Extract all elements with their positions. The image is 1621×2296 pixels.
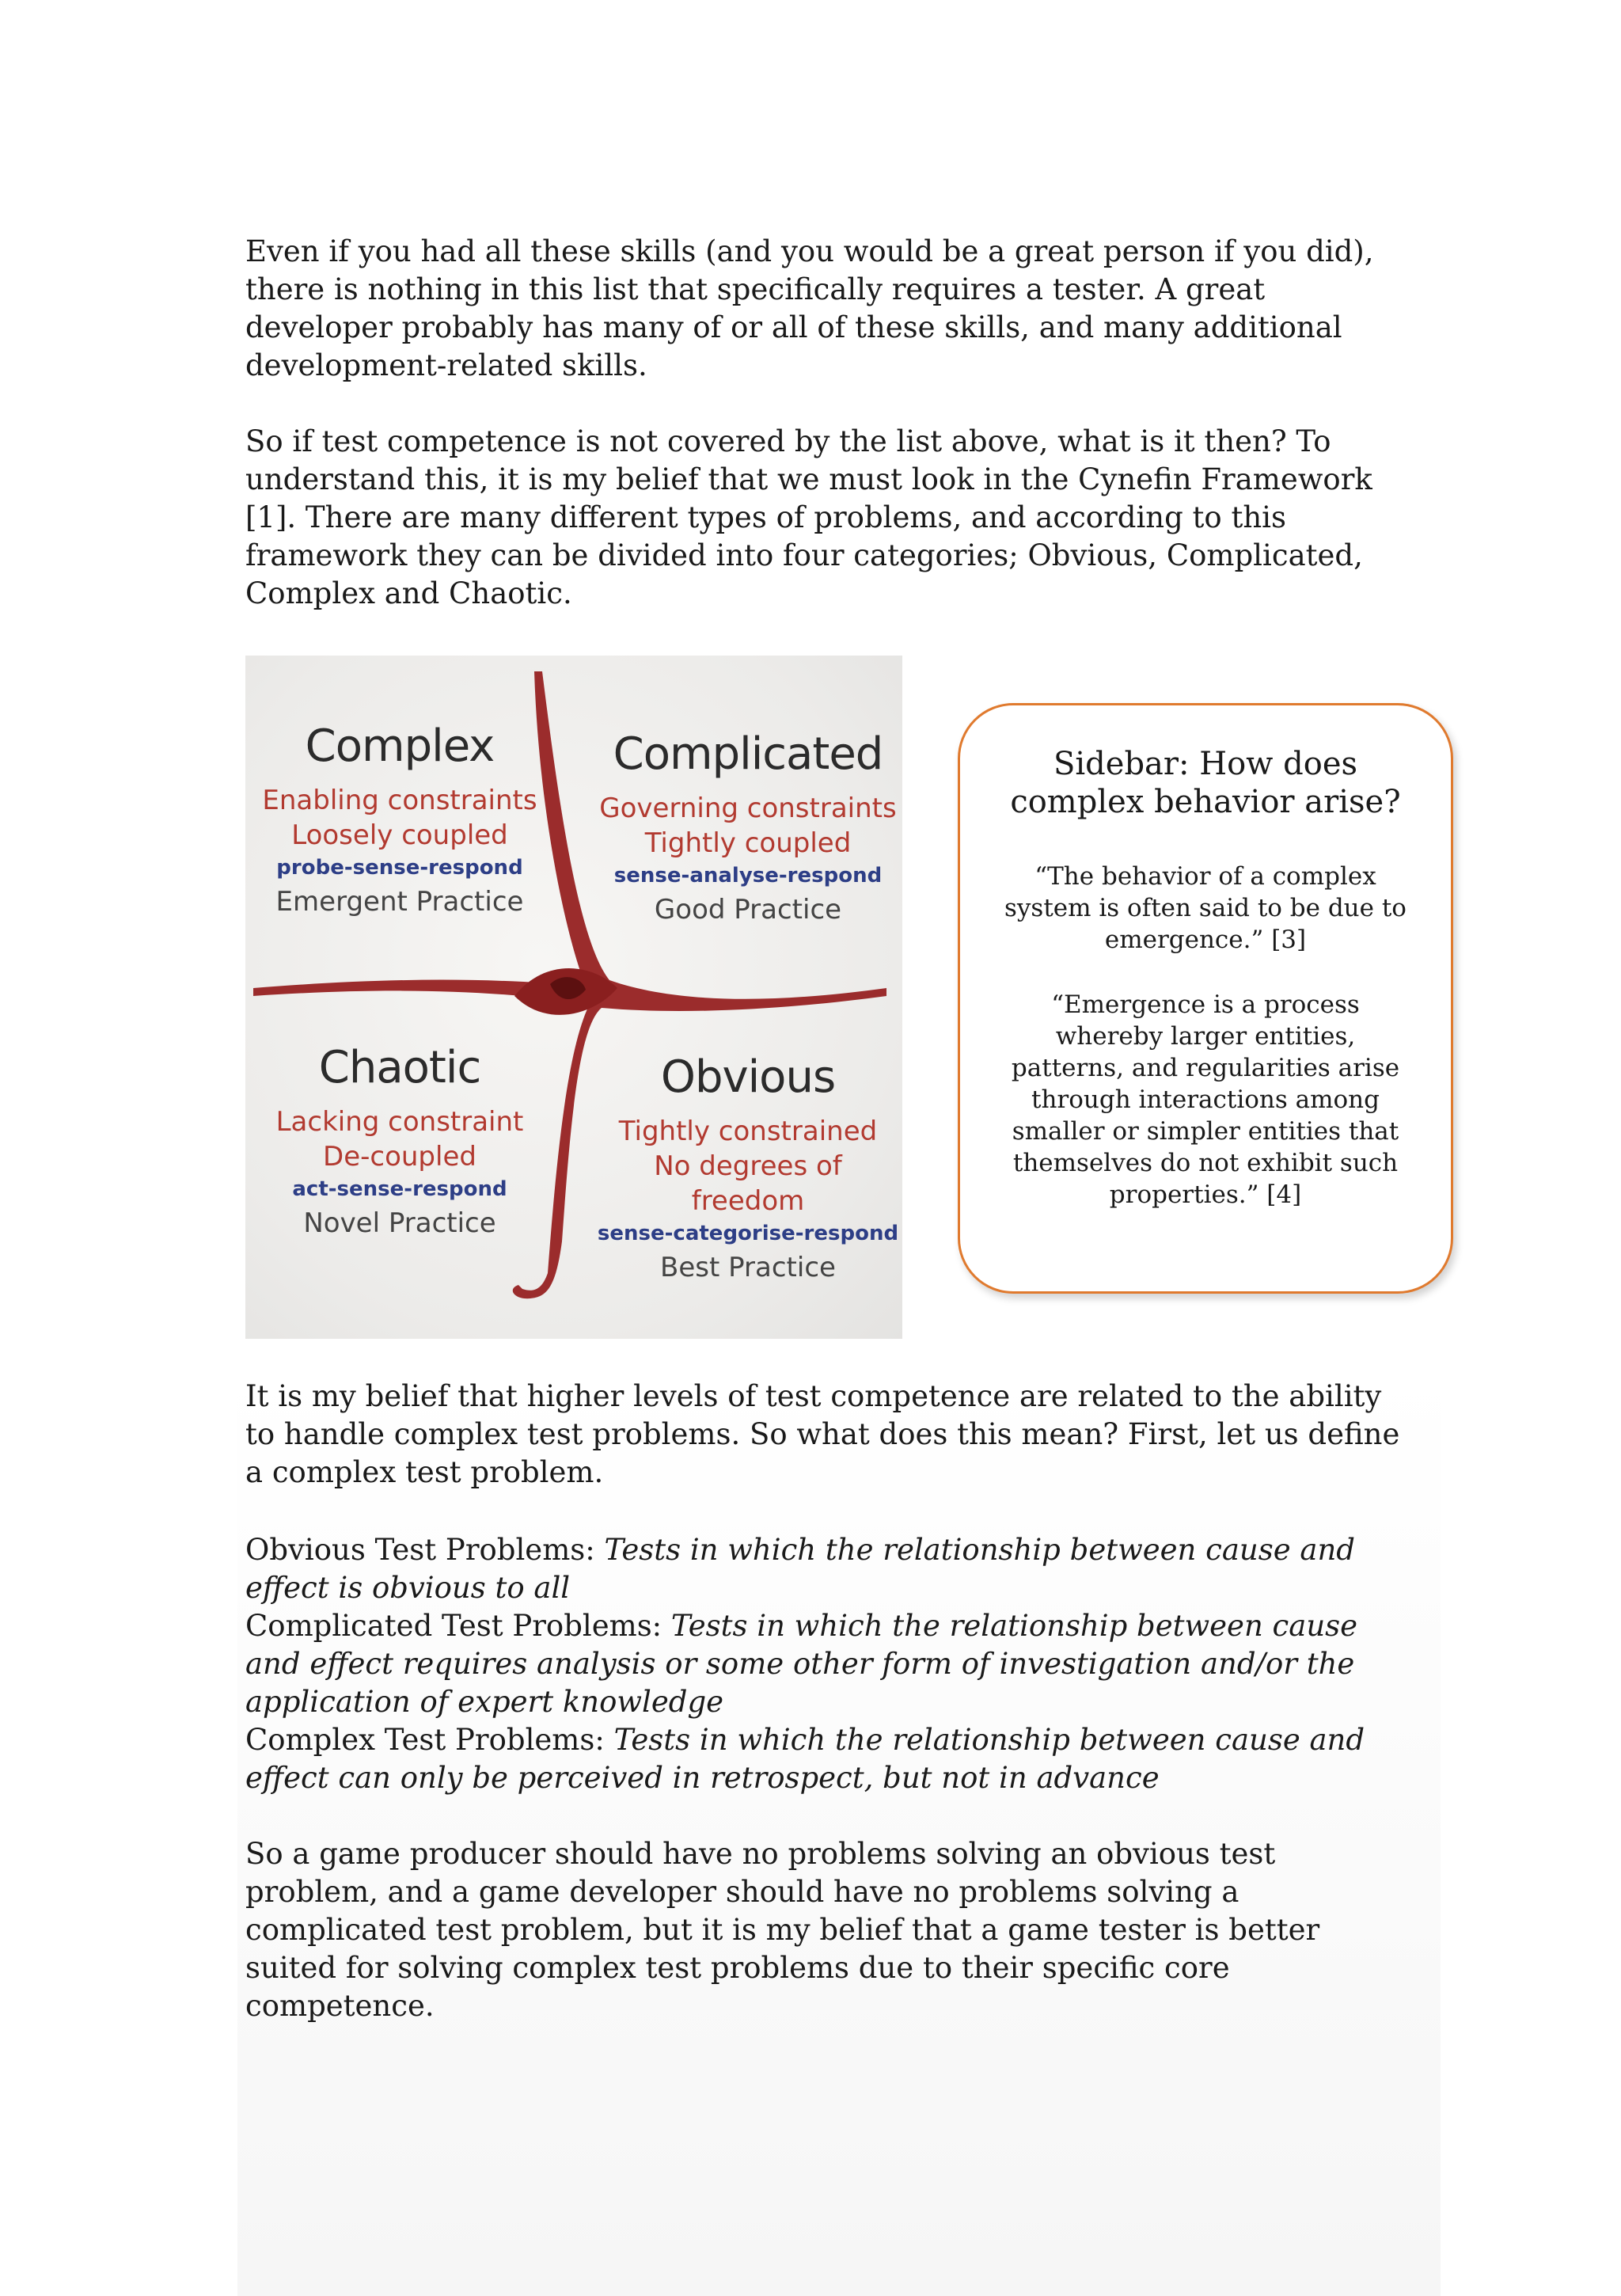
- quadrant-chaotic: [261, 1042, 538, 1242]
- quadrant-approach: sense-analyse-respond: [613, 864, 883, 888]
- quadrant-approach: act-sense-respond: [292, 1177, 507, 1201]
- quadrant-obvious: [594, 1051, 902, 1287]
- quadrant-constraint: Lacking constraint: [275, 1106, 524, 1138]
- quadrant-title: Complicated: [613, 728, 883, 780]
- quadrant-complex: [261, 720, 538, 921]
- definition-complex: [245, 1721, 1409, 1797]
- quadrant-practice: Novel Practice: [303, 1207, 496, 1239]
- quadrant-title: Chaotic: [318, 1042, 481, 1093]
- quadrant-complicated: [594, 728, 902, 929]
- definition-term: Obvious Test Problems:: [245, 1533, 605, 1567]
- sidebar-quote-emergence: “The behavior of a complex system is often said to be due to emergence.” [3]: [1004, 862, 1407, 954]
- definition-term: Complicated Test Problems:: [245, 1609, 671, 1643]
- quadrant-constraint: Tightly constrained: [618, 1116, 878, 1147]
- quadrant-practice: Best Practice: [660, 1252, 836, 1283]
- quadrant-approach: sense-categorise-respond: [597, 1222, 899, 1245]
- quadrant-coupling: Loosely coupled: [291, 819, 508, 851]
- paragraph-cynefin-intro: So if test competence is not covered by the list above, what is it then? To understand this, it is my belief that we must look in the Cynefin Framework [1]. There are many different types of problems, and according to this framework they can be divided into four categories; Obvious, Complicated, Complex and Chaotic.: [245, 424, 1372, 610]
- quadrant-coupling: No degrees of freedom: [654, 1150, 842, 1217]
- quadrant-constraint: Enabling constraints: [262, 785, 537, 816]
- definition-text: Tests in which the relationship between cause and effect can only be perceived in retrospect, but not in advance: [245, 1723, 1365, 1795]
- quadrant-constraint: Governing constraints: [599, 793, 897, 824]
- definition-complicated: [245, 1607, 1409, 1721]
- paragraph-test-competence: It is my belief that higher levels of test competence are related to the ability to handle complex test problems. So what does this mean? First, let us define a complex test problem.: [245, 1379, 1400, 1489]
- definition-text: Tests in which the relationship between cause and effect is obvious to all: [245, 1533, 1355, 1605]
- paragraph-skills: Even if you had all these skills (and you would be a great person if you did), there is nothing in this list that specifically requires a tester. A great developer probably has many of or all of these skills, and many additional development-related skills.: [245, 234, 1374, 382]
- definition-obvious: [245, 1531, 1409, 1607]
- definition-text: Tests in which the relationship between cause and effect requires analysis or some other form of investigation and/or the application of expert knowledge: [245, 1609, 1358, 1719]
- quadrant-coupling: De-coupled: [323, 1141, 476, 1173]
- cynefin-diagram: [245, 656, 902, 1339]
- quadrant-practice: Good Practice: [654, 894, 842, 926]
- quadrant-practice: Emergent Practice: [275, 886, 524, 918]
- definition-term: Complex Test Problems:: [245, 1723, 614, 1757]
- quadrant-approach: probe-sense-respond: [276, 856, 523, 880]
- paragraph-conclusion: So a game producer should have no problems solving an obvious test problem, and a game developer should have no problems solving a complicated test problem, but it is my belief that a game tester is better suited for solving complex test problems due to their specific core competence.: [245, 1837, 1320, 2023]
- definitions-list: [245, 1531, 1409, 1797]
- sidebar-quote-definition: “Emergence is a process whereby larger entities, patterns, and regularities arise through interactions among smaller or simpler entities that themselves do not exhibit such properties.” [4]: [1011, 990, 1400, 1209]
- quadrant-title: Obvious: [660, 1051, 836, 1103]
- page-shade: [237, 1370, 1441, 2296]
- quadrant-coupling: Tightly coupled: [644, 827, 852, 859]
- sidebar-box: [958, 703, 1453, 1294]
- quadrant-title: Complex: [305, 720, 495, 772]
- sidebar-title: Sidebar: How does complex behavior arise?: [1010, 746, 1401, 820]
